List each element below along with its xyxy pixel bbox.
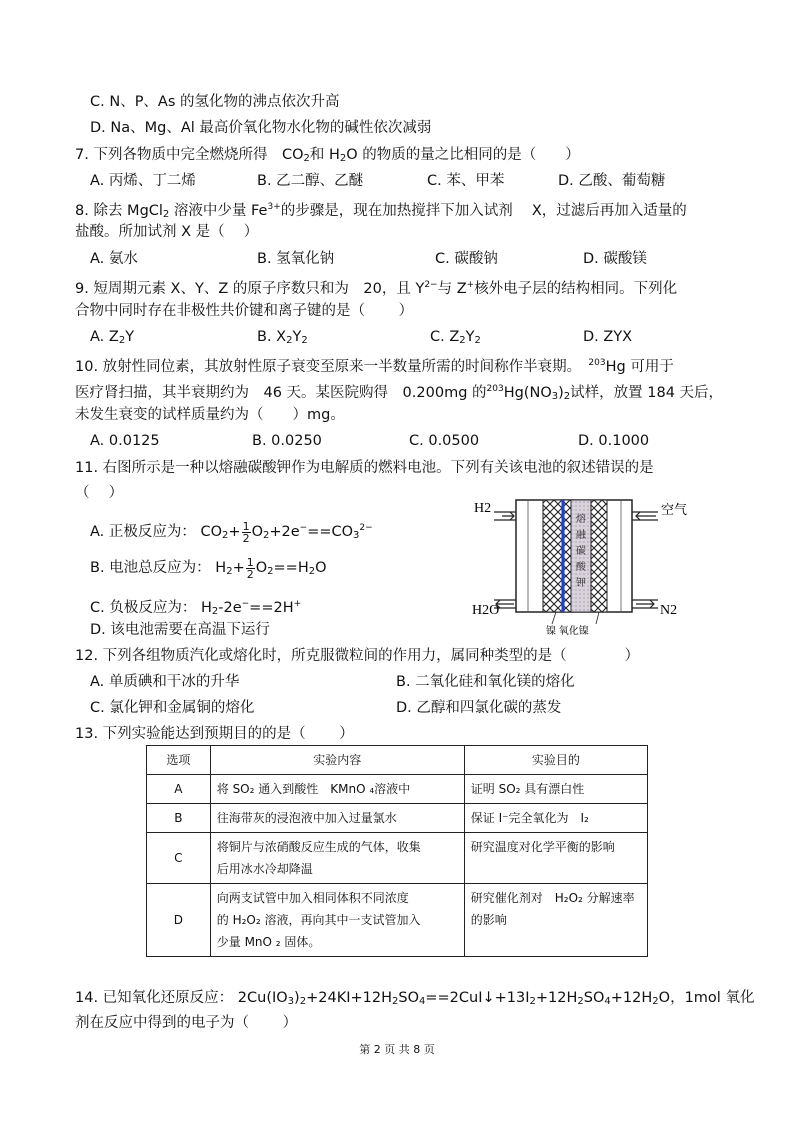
table-header-row: [147, 746, 648, 775]
q10-stem-line2: 医疗肾扫描，其半衰期约为 46 天。某医院购得 0.200mg 的$^{203}Hg(NO_3)_2$试样，放置 184 天后，: [75, 384, 724, 402]
q11-option-a: A. 正极反应为： $CO_2+$ $\frac{1}{2}$ $O_2+2e^-==CO_3^{2-}$: [90, 519, 373, 545]
table-cell-content: 向两支试管中加入相同体积不同浓度 的 H₂O₂ 溶液，再向其中一支试管加入 少量 MnO ₂ 固体。: [210, 884, 464, 957]
q9-option-c: C. $Z_2Y_2$: [430, 329, 481, 346]
nickel-oxide-electrode: [591, 500, 607, 612]
q9-option-b: B. $X_2Y_2$: [257, 329, 308, 346]
q6-option-c: C. N、P、As 的氢化物的沸点依次升高: [90, 94, 340, 110]
q10-option-d: D. 0.1000: [578, 433, 650, 449]
q7-option-b: B. 乙二醇、乙醚: [257, 173, 364, 189]
svg-text:钾: 钾: [576, 578, 586, 589]
q6-option-d: D. Na、Mg、Al 最高价氧化物水化物的碱性依次减弱: [90, 120, 432, 136]
table-row: [147, 884, 648, 957]
q10-option-b: B. 0.0250: [252, 433, 322, 449]
fraction-half: $\frac{1}{2}$: [242, 519, 250, 545]
table-header: 实验目的: [464, 746, 647, 775]
q10-stem-line3: 未发生衰变的试样质量约为（ ）mg。: [75, 407, 345, 423]
q12-option-c: C. 氯化钾和金属铜的熔化: [90, 700, 255, 716]
q9-option-d: D. ZYX: [583, 329, 633, 345]
table-cell-content: 将铜片与浓硝酸反应生成的气体，收集 后用冰水冷却降温: [210, 833, 464, 884]
inflow-arrow-icon: [636, 512, 656, 520]
table-cell-content: 往海带灰的浸泡液中加入过量氯水: [210, 804, 464, 833]
fuel-cell-diagram: [466, 492, 706, 638]
q8-option-b: B. 氢氧化钠: [257, 251, 335, 267]
nickel-electrode: [543, 500, 571, 612]
table-cell-purpose: 保证 I⁻完全氧化为 I₂: [464, 804, 647, 833]
q10-option-c: C. 0.0500: [409, 433, 480, 449]
h2-label: H2: [474, 501, 492, 516]
q12-stem: 12. 下列各组物质汽化或熔化时，所克服微粒间的作用力，属同种类型的是（ ）: [75, 648, 640, 664]
q12-option-b: B. 二氧化硅和氧化镁的熔化: [396, 674, 575, 690]
table-cell-content: 将 SO₂ 通入到酸性 KMnO ₄溶液中: [210, 775, 464, 804]
table-cell-purpose: 研究温度对化学平衡的影响: [464, 833, 647, 884]
q7-option-d: D. 乙酸、葡萄糖: [558, 173, 666, 189]
q12-option-a: A. 单质碘和干冰的升华: [90, 674, 240, 690]
table-cell-purpose: 证明 SO₂ 具有漂白性: [464, 775, 647, 804]
q7-option-a: A. 丙烯、丁二烯: [90, 173, 196, 189]
h2o-label: H2O: [472, 603, 500, 618]
q13-stem: 13. 下列实验能达到预期目的的是（ ）: [75, 726, 354, 742]
q12-option-d: D. 乙醇和四氯化碳的蒸发: [396, 700, 562, 716]
page-footer: 第 2 页 共 8 页: [359, 1043, 435, 1056]
table-cell-option: C: [147, 833, 211, 884]
electrode-label: 镍 氧化镍: [546, 626, 589, 637]
table-cell-option: D: [147, 884, 211, 957]
inflow-arrow-icon: [502, 512, 514, 520]
q8-option-c: C. 碳酸钠: [435, 251, 498, 267]
electrolyte-text: [576, 512, 587, 589]
q11-option-d: D. 该电池需要在高温下运行: [90, 622, 270, 638]
q14-stem-line2: 剂在反应中得到的电子为（ ）: [75, 1015, 298, 1031]
outflow-arrow-icon: [636, 600, 654, 608]
table-row: [147, 775, 648, 804]
q9-stem-line2: 合物中同时存在非极性共价键和离子键的是（ ）: [75, 303, 414, 319]
air-label: 空气: [661, 502, 688, 517]
q11-option-b: B. 电池总反应为： $H_2+$ $\frac{1}{2}$ $O_2==H_2O$: [90, 555, 327, 581]
table-row: [147, 804, 648, 833]
svg-text:熔: 熔: [576, 514, 586, 525]
q8-stem: 8. 除去 MgCl$_2$ 溶液中少量 $Fe^{3+}$的步骤是，现在加热搅拌下加入试剂 X，过滤后再加入适量的: [75, 202, 687, 220]
q11-stem: 11. 右图所示是一种以熔融碳酸钾作为电解质的燃料电池。下列有关该电池的叙述错误的是: [75, 460, 654, 476]
table-cell-option: A: [147, 775, 211, 804]
q7-option-c: C. 苯、甲苯: [427, 173, 505, 189]
q10-stem: 10. 放射性同位素，其放射性原子衰变至原来一半数量所需的时间称作半衰期。 $^{203}$Hg 可用于: [75, 358, 674, 375]
q8-option-d: D. 碳酸镁: [583, 251, 647, 267]
q9-option-a: A. $Z_2Y$: [90, 329, 135, 346]
table-cell-purpose: 研究催化剂对 H₂O₂ 分解速率 的影响: [464, 884, 647, 957]
q11-option-c: C. 负极反应为： $H_2-2e^-==2H^+$: [90, 599, 302, 617]
table-row: [147, 833, 648, 884]
q8-stem-line2: 盐酸。所加试剂 X 是（ ）: [75, 224, 259, 240]
fraction-half: $\frac{1}{2}$: [246, 555, 254, 581]
q9-stem: 9. 短周期元素 X、Y、Z 的原子序数只和为 20，且 $Y^{2-}$与 Z+核外电子层的结构相同。下列化: [75, 280, 678, 297]
q11-stem-line2: （ ）: [75, 485, 124, 501]
experiment-table: [146, 745, 648, 957]
table-header: 实验内容: [210, 746, 464, 775]
q10-option-a: A. 0.0125: [90, 433, 160, 449]
table-cell-option: B: [147, 804, 211, 833]
svg-text:融: 融: [576, 530, 586, 541]
q8-option-a: A. 氨水: [90, 251, 138, 267]
svg-text:碳: 碳: [576, 546, 586, 557]
table-header: 选项: [147, 746, 211, 775]
svg-text:酸: 酸: [576, 562, 586, 573]
q14-stem: 14. 已知氧化还原反应： $2Cu(IO_3)_2+24KI+12H_2SO_4==2CuI↓+13I_2+12H_2SO_4+12H_2O$，1mol 氧化: [75, 990, 755, 1007]
q7-stem: 7. 下列各物质中完全燃烧所得 $CO_2$和 $H_2O$ 的物质的量之比相同的是（ ）: [75, 147, 580, 164]
n2-label: N2: [660, 603, 678, 618]
